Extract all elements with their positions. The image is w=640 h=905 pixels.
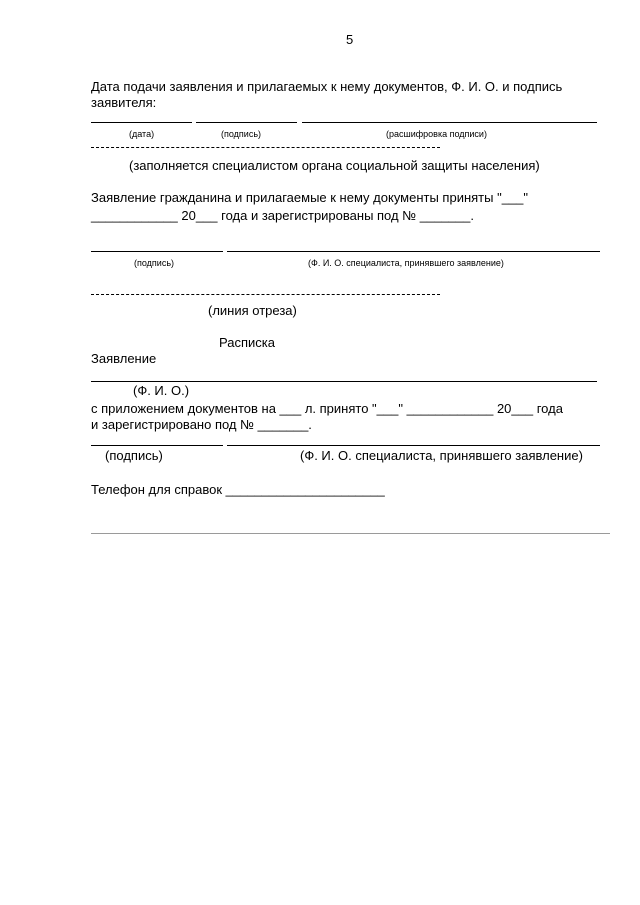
receipt-specialist-caption: (Ф. И. О. специалиста, принявшего заявление) [300,448,583,463]
applicant-date-text: Дата подачи заявления и прилагаемых к нему документов, Ф. И. О. и подпись [91,79,563,94]
phone-label: Телефон для справок ______________________ [91,482,385,497]
receipt-specialist-line [227,445,600,446]
receipt-text-line1: с приложением документов на ___ л. принято "___" ____________ 20___ года [91,401,563,416]
specialist-note: (заполняется специалистом органа социальной защиты населения) [129,158,540,173]
specialist-signature-caption: (подпись) [134,258,175,268]
signature-caption: (подпись) [221,129,262,139]
applicant-label: заявителя: [91,95,157,110]
decoding-caption: (расшифровка подписи) [386,129,487,139]
receipt-statement-label: Заявление [91,351,157,366]
receipt-signature-caption: (подпись) [105,448,163,463]
specialist-signature-line [91,251,223,252]
specialist-name-caption: (Ф. И. О. специалиста, принявшего заявление) [308,258,504,268]
page-number: 5 [346,32,354,47]
cut-line-label: (линия отреза) [208,303,297,318]
specialist-name-line [227,251,600,252]
receipt-title: Расписка [219,335,275,350]
date-field-line [91,122,192,123]
signature-field-line [196,122,297,123]
acceptance-text-line2: ____________ 20___ года и зарегистрированы под № _______. [91,208,474,223]
bottom-rule [91,533,610,534]
receipt-fio-caption: (Ф. И. О.) [133,383,190,398]
receipt-signature-line [91,445,223,446]
receipt-fio-line [91,381,597,382]
decoding-field-line [302,122,597,123]
receipt-text-line2: и зарегистрировано под № _______. [91,417,312,432]
date-caption: (дата) [129,129,155,139]
separator-dashed-line [91,147,440,148]
acceptance-text-line1: Заявление гражданина и прилагаемые к нему документы приняты "___" [91,190,529,205]
cut-dashed-line [91,294,440,295]
